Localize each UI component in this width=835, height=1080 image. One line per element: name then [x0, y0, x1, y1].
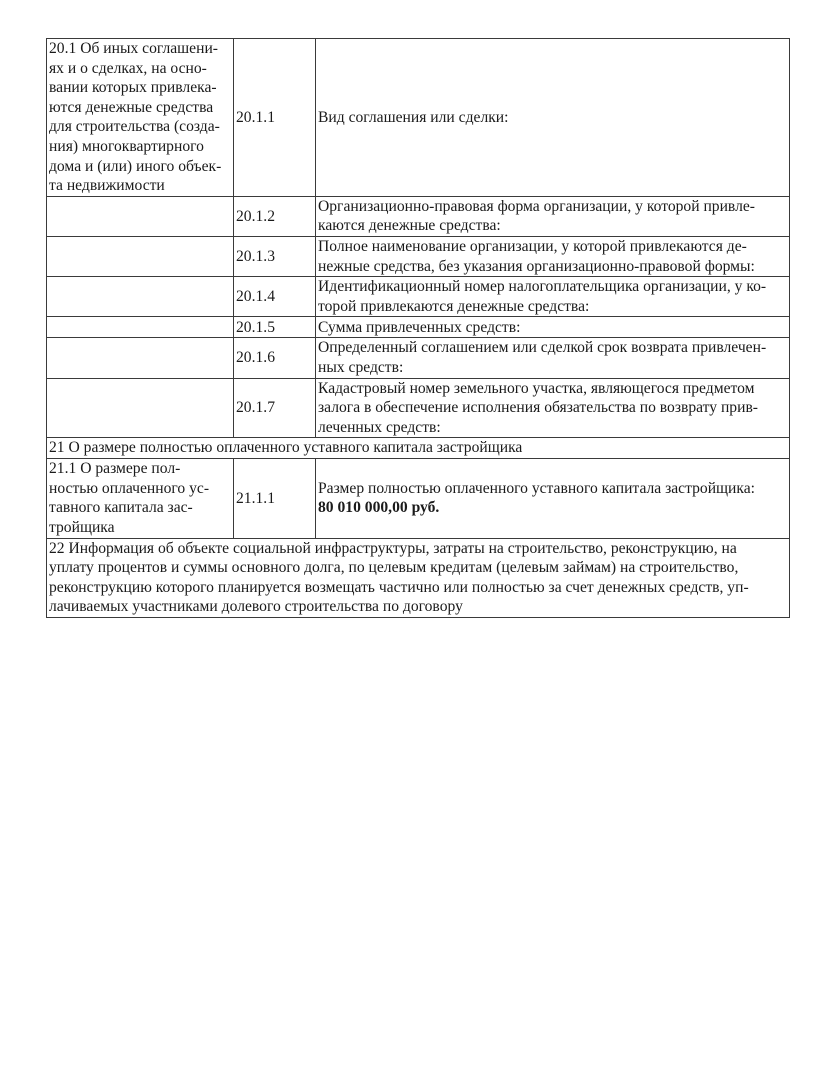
description-line: Полное наименование организации, у которой привлекаются де-	[318, 237, 747, 255]
row-code: 21.1.1	[234, 459, 316, 538]
description-line: Идентификационный номер налогоплательщика организации, у ко-	[318, 278, 767, 296]
empty-cell	[47, 277, 234, 317]
description-line: залога в обеспечение исполнения обязательства по возврату прив-	[318, 399, 759, 417]
heading-line: дома и (или) иного объек-	[49, 157, 222, 175]
text-line: лачиваемых участниками долевого строительства по договору	[49, 598, 463, 616]
row-code: 20.1.7	[234, 378, 316, 438]
heading-line: тавного капитала зас-	[49, 499, 193, 517]
description-line: Кадастровый номер земельного участка, являющегося предметом	[318, 379, 755, 397]
text-line: реконструкцию которого планируется возмещать частично или полностью за счет денежных средств, уп-	[49, 578, 749, 596]
table-row	[47, 459, 790, 538]
table-row	[47, 277, 790, 317]
row-code: 20.1.3	[234, 236, 316, 276]
heading-line: для строительства (созда-	[49, 118, 220, 136]
heading-line: тройщика	[49, 519, 115, 537]
table-row	[47, 196, 790, 236]
table-row	[47, 378, 790, 438]
heading-line: 21.1 О размере пол-	[49, 460, 181, 478]
table-row	[47, 338, 790, 378]
heading-line: ются денежные средства	[49, 98, 214, 116]
table-row	[47, 538, 790, 617]
row-description	[316, 459, 790, 538]
empty-cell	[47, 317, 234, 338]
empty-cell	[47, 338, 234, 378]
row-description	[316, 378, 790, 438]
empty-cell	[47, 378, 234, 438]
table-row	[47, 438, 790, 459]
section-21-1-heading	[47, 459, 234, 538]
row-code: 20.1.6	[234, 338, 316, 378]
row-description	[316, 338, 790, 378]
description-line: каются денежные средства:	[318, 217, 501, 235]
disclosure-table	[46, 38, 790, 618]
description-line: леченных средств:	[318, 418, 441, 436]
empty-cell	[47, 236, 234, 276]
description-line: Вид соглашения или сделки:	[318, 108, 509, 126]
document-page	[46, 38, 790, 618]
heading-line: вании которых привлека-	[49, 79, 217, 97]
description-line: нежные средства, без указания организационно-правовой формы:	[318, 257, 755, 275]
row-code: 20.1.1	[234, 39, 316, 197]
description-line: Сумма привлеченных средств:	[318, 318, 521, 336]
row-description	[316, 317, 790, 338]
heading-line: ностью оплаченного ус-	[49, 479, 210, 497]
text-line: уплату процентов и суммы основного долга, по целевым кредитам (целевым займам) на строительство,	[49, 559, 739, 577]
table-row	[47, 236, 790, 276]
section-21-title: 21 О размере полностью оплаченного уставного капитала застройщика	[47, 438, 790, 459]
empty-cell	[47, 196, 234, 236]
row-description	[316, 39, 790, 197]
section-22-text	[47, 538, 790, 617]
capital-label: Размер полностью оплаченного уставного капитала застройщика:	[318, 479, 755, 497]
heading-line: та недвижимости	[49, 177, 165, 195]
description-line: Определенный соглашением или сделкой срок возврата привлечен-	[318, 339, 767, 357]
row-description	[316, 277, 790, 317]
text-line: 22 Информация об объекте социальной инфраструктуры, затраты на строительство, реконструкцию, на	[49, 539, 737, 557]
description-line: торой привлекаются денежные средства:	[318, 297, 590, 315]
table-row	[47, 39, 790, 197]
heading-line: ния) многоквартирного	[49, 137, 204, 155]
description-line: Организационно-правовая форма организации, у которой привле-	[318, 197, 755, 215]
row-code: 20.1.2	[234, 196, 316, 236]
capital-value: 80 010 000,00 руб.	[318, 499, 440, 517]
row-description	[316, 196, 790, 236]
row-code: 20.1.4	[234, 277, 316, 317]
heading-line: ях и о сделках, на осно-	[49, 59, 207, 77]
heading-line: 20.1 Об иных соглашени-	[49, 40, 218, 57]
table-row	[47, 317, 790, 338]
row-code: 20.1.5	[234, 317, 316, 338]
description-line: ных средств:	[318, 358, 404, 376]
section-20-1-heading	[47, 39, 234, 197]
row-description	[316, 236, 790, 276]
